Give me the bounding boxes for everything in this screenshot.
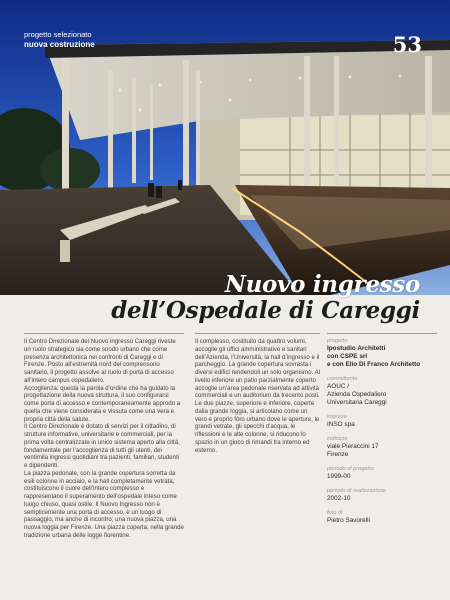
- credit-value: INSO spa: [327, 421, 355, 428]
- credit-value: Ipostudio Architetti: [327, 345, 386, 352]
- credit-indirizzo: [327, 436, 437, 459]
- column-rule: [195, 333, 320, 334]
- credit-value: AOUC /: [327, 383, 350, 390]
- project-credits: [327, 338, 437, 532]
- column-rule: [327, 333, 437, 334]
- section-tag: [24, 30, 95, 50]
- credit-periodo-di-realizzazione: [327, 488, 437, 503]
- credit-label: foto di: [327, 510, 343, 516]
- body-column-1: [24, 338, 184, 540]
- credit-impresa: [327, 414, 437, 429]
- credit-value: 2002-10: [327, 495, 351, 502]
- credit-periodo-di-progetto: [327, 466, 437, 481]
- body-column-2: [195, 338, 320, 454]
- credit-value: Azienda Ospedaliero: [327, 391, 387, 398]
- paragraph: Il complesso, costituito da quattro volumi, accoglie gli uffici amministrative e sanitari dell’Azienda, l’Università, la hall d’ingresso e il parcheggio. La grande copertura sovrasta i diversi edifici rendendoli un solo organismo. Al livello inferiore un patio parzialmente coperto accoglie un’area pedonale riservata ad attività commerciali e un auditorium da trecento posti. Le due piazze, superiore e inferiore, coperte dalla grande loggia, si articolano come un vero e proprio fòro urbano dove le aperture, le grandi vetrate, gli specchi d’acqua, le riflessioni e le alte colonne, si riducono lo spazio in un gioco di rimandi tra interno ed esterno.: [195, 338, 320, 454]
- credit-label: committente: [327, 376, 358, 382]
- page-number: 53: [392, 32, 422, 57]
- credit-value: e con Elio Di Franco Architetto: [327, 361, 421, 368]
- hero-photo: [0, 0, 450, 295]
- credit-value: con CSPE srl: [327, 353, 368, 360]
- credit-label: periodo di realizzazione: [327, 488, 386, 494]
- paragraph: La piazza pedonale, con la grande copertura sorretta da esili colonne in acciaio, e la hall completamente vetrata, costituiscono il cuore dell’intero complesso e rappresentano il superamento dell’ospedale inteso come luogo chiuso, quasi ostile. Il Nuovo Ingresso non è semplicemente una porta di accesso, è un luogo di passaggio, ma anche di incontro; una nuova piazza, una nuova loggia per Firenze. Una piazza coperta, nella grande tradizione urbana delle logge fiorentine.: [24, 469, 184, 539]
- credit-label: periodo di progetto: [327, 466, 374, 472]
- paragraph: Il Centro Direzionale è dotato di servizi per il cittadino, di strutture informative, universitarie e commerciali, per la prima volta centralizzate in unico sistema aperto alla città, fondamentale per l’accoglienza di tutti gli utenti, dei ventimila ingressi quotidiani tra pazienti, familiari, studenti e dipendenti.: [24, 423, 180, 469]
- credit-value: 1999-00: [327, 473, 351, 480]
- credit-value: Pietro Savorelli: [327, 517, 370, 524]
- credit-label: indirizzo: [327, 436, 348, 442]
- credit-committente: [327, 376, 437, 407]
- paragraph: Il Centro Direzionale del Nuovo ingresso Careggi riveste un ruolo strategico sia come snodo urbano che come presenza architettonica nei confronti di Careggi e di Firenze. Posto all’estremità nord del comprensorio sanitario, il progetto assolve al ruolo di porta di accesso all’intero campus ospedaliero.: [24, 338, 176, 384]
- tag-label-top: progetto selezionato: [24, 30, 92, 39]
- paragraph: Accoglienza: questa la parola d’ordine che ha guidato la progettazione della nuova struttura, il suo configurarsi come porta di accesso e contemporaneamente approdo a quella che viene considerata e vissuta come una vera e propria città della salute.: [24, 384, 181, 423]
- credit-value: Firenze: [327, 451, 349, 458]
- tag-label-bottom: nuova costruzione: [24, 40, 95, 49]
- credit-value: Universitaria Careggi: [327, 399, 387, 406]
- title-line-1: Nuovo ingresso: [224, 271, 420, 298]
- credit-foto-di: [327, 510, 437, 525]
- column-rule: [24, 333, 184, 334]
- title-line-2: dell’Ospedale di Careggi: [111, 297, 420, 324]
- credit-label: progetto: [327, 338, 348, 344]
- article-title: [111, 272, 420, 324]
- credit-value: viale Pieraccini 17: [327, 443, 379, 450]
- credit-progetto: [327, 338, 437, 369]
- credit-label: impresa: [327, 414, 347, 420]
